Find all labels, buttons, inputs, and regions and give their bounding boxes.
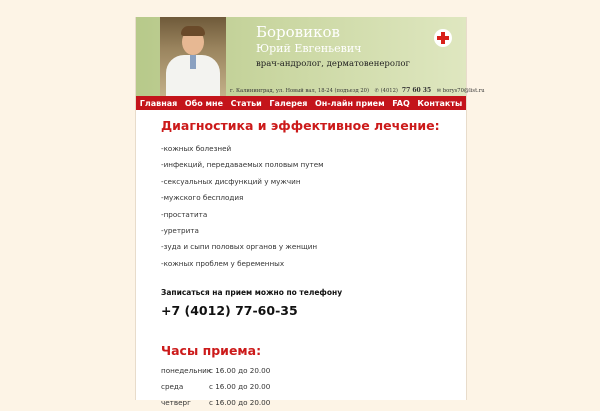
email-link[interactable]: ✉ borys70@list.ru <box>436 88 485 94</box>
services-list <box>161 141 461 272</box>
list-item: -простатита <box>161 209 208 219</box>
hours-time: с 16.00 до 20.00 <box>209 398 271 408</box>
list-item: -сексуальных дисфункций у мужчин <box>161 176 301 186</box>
red-cross-icon <box>434 29 452 47</box>
page-container <box>135 17 485 408</box>
hours-day: понедельник <box>161 366 212 376</box>
doctor-specialty: врач-андролог, дерматовенеролог <box>256 59 410 69</box>
list-item: -зуда и сыпи половых органов у женщин <box>161 242 318 252</box>
list-item: -мужского бесплодия <box>161 193 244 203</box>
nav-item-home[interactable]: Главная <box>139 98 178 108</box>
list-item: -инфекций, передаваемых половым путем <box>161 160 324 170</box>
address-text: г. Калининград, ул. Новый вал, 18-24 (подъезд 20) <box>230 88 369 94</box>
hours-heading: Часы приема: <box>161 343 262 359</box>
doctor-surname: Боровиков <box>256 23 340 41</box>
doctor-photo <box>160 17 226 96</box>
list-item: -кожных проблем у беременных <box>161 258 285 268</box>
hours-row <box>161 363 461 379</box>
hours-day: среда <box>161 382 184 392</box>
phone-text: 77 60 35 <box>401 87 432 94</box>
list-item: -уретрита <box>161 225 199 235</box>
signup-text: Записаться на прием можно по телефону <box>161 288 343 298</box>
hours-row <box>161 379 461 395</box>
hours-day: четверг <box>161 398 191 408</box>
contact-info-bar <box>230 86 485 96</box>
hours-list <box>161 363 461 411</box>
nav-item-gallery[interactable]: Галерея <box>269 98 308 108</box>
nav-item-online[interactable]: Он-лайн прием <box>314 98 385 108</box>
main-nav <box>136 96 466 110</box>
phone-code-text: ✆ (4012) <box>374 88 398 94</box>
nav-item-faq[interactable]: FAQ <box>392 98 410 108</box>
header <box>136 17 485 96</box>
hours-time: с 16.00 до 20.00 <box>209 366 271 376</box>
doctor-given-names: Юрий Евгеньевич <box>256 42 362 55</box>
services-heading: Диагностика и эффективное лечение: <box>161 118 440 133</box>
main-content <box>161 118 461 411</box>
phone-number: +7 (4012) 77-60-35 <box>161 303 298 319</box>
nav-item-about[interactable]: Обо мне <box>184 98 223 108</box>
nav-item-articles[interactable]: Статьи <box>230 98 262 108</box>
hours-time: с 16.00 до 20.00 <box>209 382 271 392</box>
list-item: -кожных болезней <box>161 144 232 153</box>
nav-item-contacts[interactable]: Контакты <box>417 98 463 108</box>
hours-row <box>161 395 461 411</box>
